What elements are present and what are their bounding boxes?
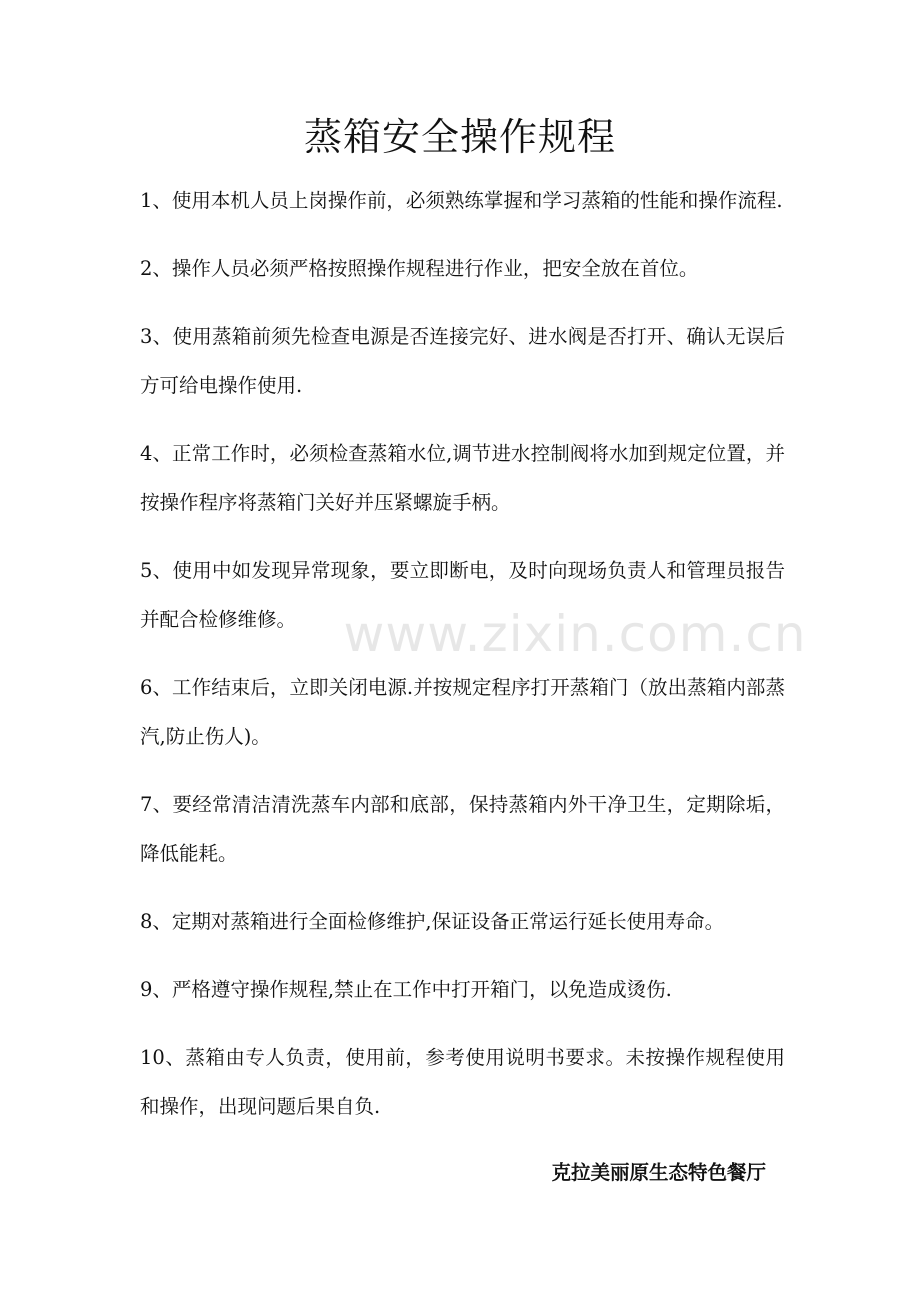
- rule-item: 8、定期对蒸箱进行全面检修维护,保证设备正常运行延长使用寿命。: [140, 910, 725, 933]
- rules-list: [140, 176, 785, 1150]
- restaurant-signature: 克拉美丽原生态特色餐厅: [551, 1161, 766, 1184]
- document-title: 蒸箱安全操作规程: [303, 115, 616, 159]
- rule-item: 4、正常工作时，必须检查蒸箱水位,调节进水控制阀将水加到规定位置，并按操作程序将蒸箱门关好并压紧螺旋手柄。: [140, 442, 785, 514]
- rule-item: 3、使用蒸箱前须先检查电源是否连接完好、进水阀是否打开、确认无误后方可给电操作使用.: [140, 325, 785, 397]
- rule-item: 7、要经常清洁清洗蒸车内部和底部，保持蒸箱内外干净卫生，定期除垢，降低能耗。: [140, 793, 785, 865]
- watermark: www.zixin.com.cn: [343, 605, 807, 663]
- rule-item: 2、操作人员必须严格按照操作规程进行作业，把安全放在首位。: [140, 257, 699, 280]
- rule-item: 5、使用中如发现异常现象，要立即断电，及时向现场负责人和管理员报告并配合检修维修。: [140, 559, 785, 631]
- rule-item: 6、工作结束后，立即关闭电源.并按规定程序打开蒸箱门（放出蒸箱内部蒸汽,防止伤人)。: [140, 676, 785, 748]
- rule-item: 1、使用本机人员上岗操作前，必须熟练掌握和学习蒸箱的性能和操作流程.: [140, 189, 783, 212]
- rule-item: 10、蒸箱由专人负责，使用前，参考使用说明书要求。未按操作规程使用和操作，出现问题后果自负.: [140, 1046, 785, 1118]
- rule-item: 9、严格遵守操作规程,禁止在工作中打开箱门，以免造成烫伤.: [140, 978, 672, 1001]
